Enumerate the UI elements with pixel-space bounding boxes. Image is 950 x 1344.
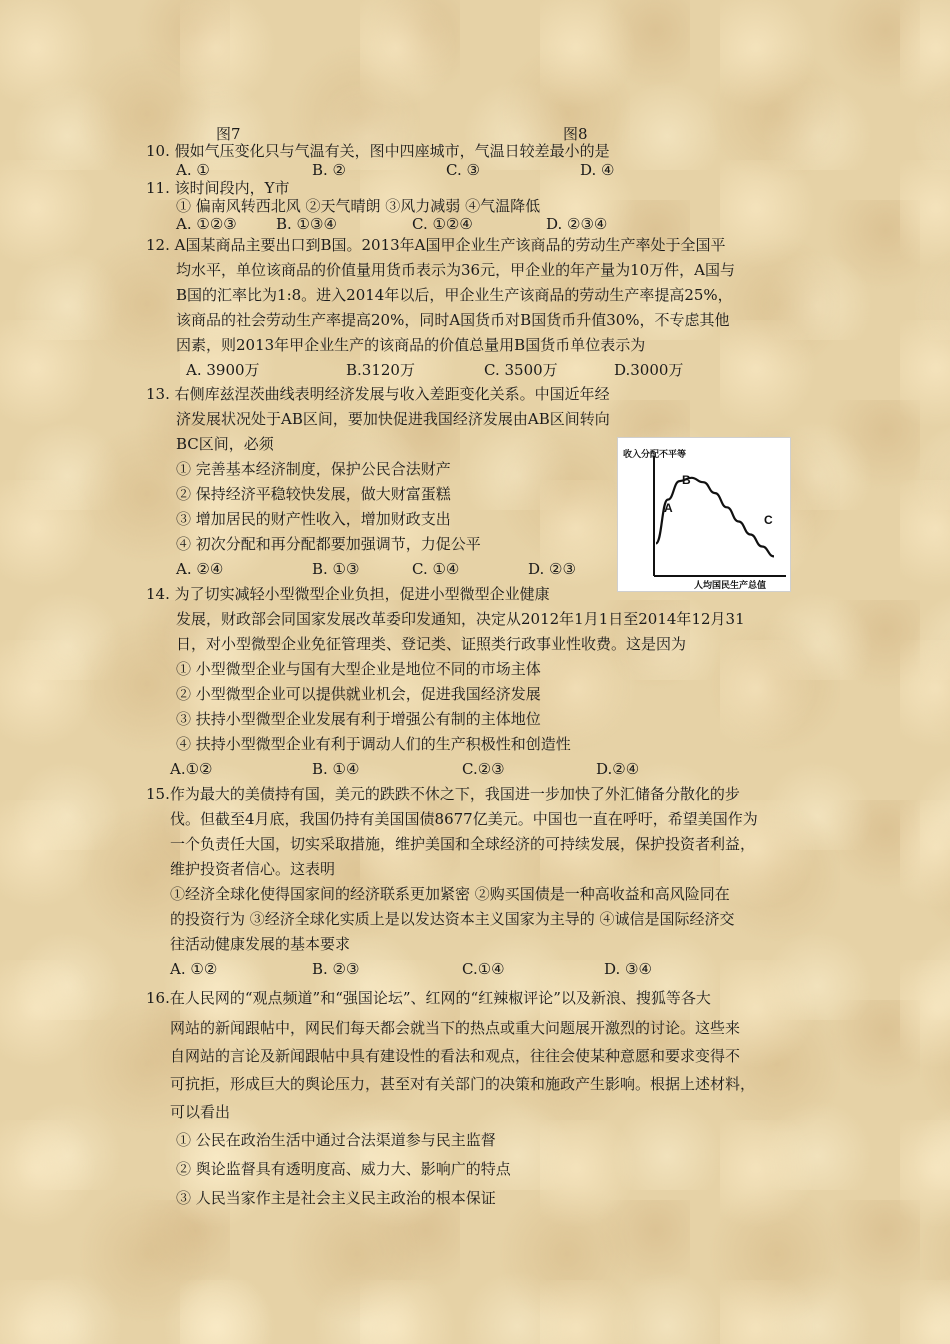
q16-item-2: ② 舆论监督具有透明度高、威力大、影响广的特点 <box>176 1160 511 1178</box>
q14-item-4: ④ 扶持小型微型企业有利于调动人们的生产积极性和创造性 <box>176 735 571 753</box>
q12-line-1: 12. A国某商品主要出口到B国。2013年A国甲企业生产该商品的劳动生产率处于全国平 <box>146 236 726 254</box>
q16-line-3: 自网站的言论及新闻跟帖中具有建设性的看法和观点，往往会使某种意愿和要求变得不 <box>170 1047 741 1065</box>
q15-line-4: 维护投资者信心。这表明 <box>170 860 336 878</box>
q13-option-a: A. ②④ <box>176 560 224 578</box>
q13-line-1: 13. 右侧库兹涅茨曲线表明经济发展与收入差距变化关系。中国近年经 <box>146 385 610 403</box>
q15-line-2: 伐。但截至4月底，我国仍持有美国国债8677亿美元。中国也一直在呼吁，希望美国作为 <box>170 810 758 828</box>
q10-stem: 10. 假如气压变化只与气温有关，图中四座城市，气温日较差最小的是 <box>146 142 610 160</box>
q13-item-1: ① 完善基本经济制度，保护公民合法财产 <box>176 460 451 478</box>
q11-option-a: A. ①②③ <box>176 215 237 233</box>
q10-option-a: A. ① <box>176 161 210 179</box>
q11-option-d: D. ②③④ <box>546 215 608 233</box>
q10-option-c: C. ③ <box>446 161 480 179</box>
x-axis-label: 人均国民生产总值 <box>694 580 767 590</box>
q12-option-b: B.3120万 <box>346 361 415 379</box>
q15-line-1: 15.作为最大的美债持有国，美元的跌跌不休之下，我国进一步加快了外汇储备分散化的步 <box>146 785 740 803</box>
q13-option-c: C. ①④ <box>412 560 460 578</box>
q13-option-b: B. ①③ <box>312 560 360 578</box>
q15-line-6: 的投资行为 ③经济全球化实质上是以发达资本主义国家为主导的 ④诚信是国际经济交 <box>170 910 735 928</box>
q13-line-2: 济发展状况处于AB区间，要加快促进我国经济发展由AB区间转向 <box>176 410 610 428</box>
q16-line-4: 可抗拒，形成巨大的舆论压力，甚至对有关部门的决策和施政产生影响。根据上述材料， <box>170 1075 756 1093</box>
q16-line-5: 可以看出 <box>170 1103 231 1121</box>
q13-item-3: ③ 增加居民的财产性收入，增加财政支出 <box>176 510 451 528</box>
q16-line-2: 网站的新闻跟帖中，网民们每天都会就当下的热点或重大问题展开激烈的讨论。这些来 <box>170 1019 741 1037</box>
point-label-c: C <box>764 513 773 527</box>
q14-option-b: B. ①④ <box>312 760 360 778</box>
q15-line-7: 往活动健康发展的基本要求 <box>170 935 351 953</box>
q10-option-d: D. ④ <box>580 161 615 179</box>
q15-option-b: B. ②③ <box>312 960 360 978</box>
q15-option-d: D. ③④ <box>604 960 652 978</box>
q14-line-1: 14. 为了切实减轻小型微型企业负担，促进小型微型企业健康 <box>146 585 550 603</box>
q11-stem: 11. 该时间段内，Y市 <box>146 179 290 197</box>
q11-option-c: C. ①②④ <box>412 215 473 233</box>
q14-item-1: ① 小型微型企业与国有大型企业是地位不同的市场主体 <box>176 660 541 678</box>
q12-line-4: 该商品的社会劳动生产率提高20%，同时A国货币对B国货币升值30%，不专虑其他 <box>176 311 730 329</box>
q14-option-d: D.②④ <box>596 760 640 778</box>
q12-option-c: C. 3500万 <box>484 361 558 379</box>
q11-items: ① 偏南风转西北风 ②天气晴朗 ③风力减弱 ④气温降低 <box>176 197 541 215</box>
kuznets-curve-svg <box>618 438 790 591</box>
q14-option-c: C.②③ <box>462 760 505 778</box>
y-axis-label: 收入分配不平等 <box>623 449 687 459</box>
q14-item-3: ③ 扶持小型微型企业发展有利于增强公有制的主体地位 <box>176 710 541 728</box>
q13-item-4: ④ 初次分配和再分配都要加强调节，力促公平 <box>176 535 481 553</box>
point-label-a: A <box>664 501 673 515</box>
kuznets-curve-line <box>656 478 774 557</box>
q10-option-b: B. ② <box>312 161 347 179</box>
q13-option-d: D. ②③ <box>528 560 576 578</box>
q14-option-a: A.①② <box>170 760 213 778</box>
kuznets-curve-chart <box>617 437 791 592</box>
q15-option-a: A. ①② <box>170 960 218 978</box>
q15-line-3: 一个负责任大国，切实采取措施，维护美国和全球经济的可持续发展，保护投资者利益， <box>170 835 756 853</box>
q15-option-c: C.①④ <box>462 960 505 978</box>
q11-option-b: B. ①③④ <box>276 215 337 233</box>
q12-line-5: 因素，则2013年甲企业生产的该商品的价值总量用B国货币单位表示为 <box>176 336 646 354</box>
q13-line-3: BC区间，必须 <box>176 435 274 453</box>
q12-line-2: 均水平，单位该商品的价值量用货币表示为36元，甲企业的年产量为10万件，A国与 <box>176 261 736 279</box>
q16-item-1: ① 公民在政治生活中通过合法渠道参与民主监督 <box>176 1131 496 1149</box>
figure-label-8: 图8 <box>563 125 588 143</box>
q14-item-2: ② 小型微型企业可以提供就业机会，促进我国经济发展 <box>176 685 541 703</box>
q12-option-d: D.3000万 <box>614 361 684 379</box>
q12-line-3: B国的汇率比为1:8。进入2014年以后，甲企业生产该商品的劳动生产率提高25%， <box>176 286 733 304</box>
q15-line-5: ①经济全球化使得国家间的经济联系更加紧密 ②购买国债是一种高收益和高风险同在 <box>170 885 730 903</box>
q14-line-3: 日，对小型微型企业免征管理类、登记类、证照类行政事业性收费。这是因为 <box>176 635 687 653</box>
q16-item-3: ③ 人民当家作主是社会主义民主政治的根本保证 <box>176 1189 496 1207</box>
q16-line-1: 16.在人民网的“观点频道”和“强国论坛”、红网的“红辣椒评论”以及新浪、搜狐等各大 <box>146 989 711 1007</box>
figure-label-7: 图7 <box>216 125 241 143</box>
point-label-b: B <box>682 473 691 487</box>
q14-line-2: 发展，财政部会同国家发展改革委印发通知，决定从2012年1月1日至2014年12月31 <box>176 610 745 628</box>
q12-option-a: A. 3900万 <box>186 361 260 379</box>
q13-item-2: ② 保持经济平稳较快发展，做大财富蛋糕 <box>176 485 451 503</box>
